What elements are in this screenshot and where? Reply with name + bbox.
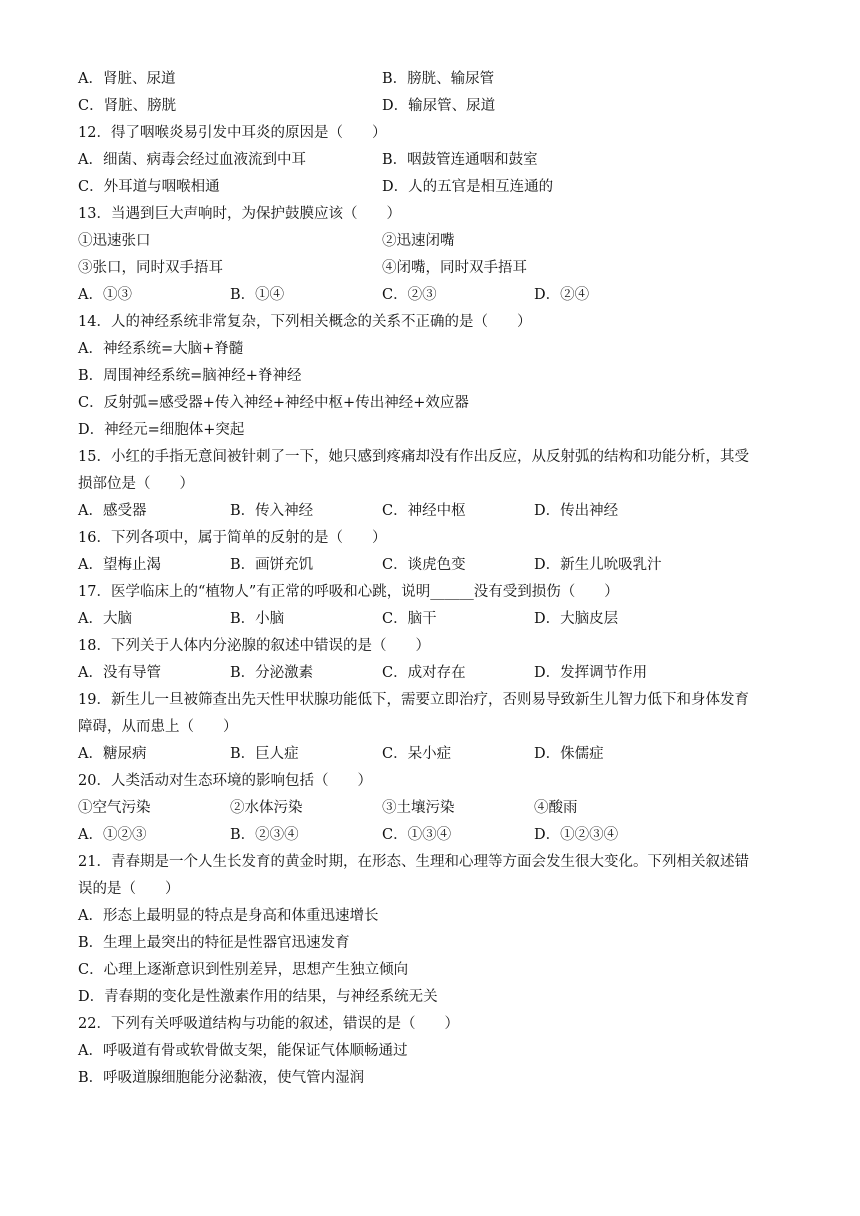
- text-line: B．生理上最突出的特征是性器官迅速发育: [78, 935, 350, 951]
- option-row: [78, 795, 783, 822]
- text-line: B．呼吸道腺细胞能分泌黏液，使气管内湿润: [78, 1070, 365, 1086]
- option-item: ②迅速闭嘴: [382, 233, 455, 249]
- option-row: [78, 66, 783, 93]
- option-item: B．传入神经: [230, 503, 314, 519]
- option-item: B．分泌激素: [230, 665, 314, 681]
- option-item: D．①②③④: [534, 827, 619, 843]
- text-line: B．周围神经系统=脑神经+脊神经: [78, 368, 302, 384]
- option-item: ④酸雨: [534, 800, 578, 816]
- option-item: C．谈虎色变: [382, 557, 466, 573]
- option-row: [78, 660, 783, 687]
- option-row: [78, 498, 783, 525]
- option-item: D．传出神经: [534, 503, 619, 519]
- option-item: B．小脑: [230, 611, 285, 627]
- option-item: B．②③④: [230, 827, 299, 843]
- option-item: A．①③: [78, 287, 132, 303]
- option-item: A．细菌、病毒会经过血液流到中耳: [78, 152, 306, 168]
- text-line: 17．医学临床上的“植物人”有正常的呼吸和心跳，说明______没有受到损伤（ ）: [78, 584, 619, 600]
- question-list: [78, 66, 783, 1092]
- text-line: 损部位是（ ）: [78, 476, 194, 492]
- text-line: 19．新生儿一旦被筛查出先天性甲状腺功能低下，需要立即治疗，否则易导致新生儿智力低下和身体发育: [78, 692, 749, 708]
- text-line: 18．下列关于人体内分泌腺的叙述中错误的是（ ）: [78, 638, 430, 654]
- option-item: ①迅速张口: [78, 233, 151, 249]
- option-item: B．①④: [230, 287, 285, 303]
- option-item: C．呆小症: [382, 746, 452, 762]
- option-item: ③土壤污染: [382, 800, 455, 816]
- option-item: C．脑干: [382, 611, 437, 627]
- option-item: C．肾脏、膀胱: [78, 98, 177, 114]
- text-line: A．呼吸道有骨或软骨做支架，能保证气体顺畅通过: [78, 1043, 408, 1059]
- option-item: A．肾脏、尿道: [78, 71, 176, 87]
- text-line: 障碍，从而患上（ ）: [78, 719, 238, 735]
- option-item: C．①③④: [382, 827, 452, 843]
- option-item: C．外耳道与咽喉相通: [78, 179, 220, 195]
- text-line: D．青春期的变化是性激素作用的结果，与神经系统无关: [78, 989, 438, 1005]
- option-item: C．神经中枢: [382, 503, 466, 519]
- option-item: B．画饼充饥: [230, 557, 314, 573]
- option-row: [78, 174, 783, 201]
- text-line: 20．人类活动对生态环境的影响包括（ ）: [78, 773, 372, 789]
- text-line: 14．人的神经系统非常复杂，下列相关概念的关系不正确的是（ ）: [78, 314, 532, 330]
- option-item: D．新生儿吮吸乳汁: [534, 557, 662, 573]
- text-line: 21．青春期是一个人生长发育的黄金时期，在形态、生理和心理等方面会发生很大变化。下列相关叙述错: [78, 854, 749, 870]
- option-row: [78, 228, 783, 255]
- option-item: D．侏儒症: [534, 746, 604, 762]
- option-item: A．望梅止渴: [78, 557, 161, 573]
- text-line: A．形态上最明显的特点是身高和体重迅速增长: [78, 908, 379, 924]
- text-line: A．神经系统=大脑+脊髓: [78, 341, 244, 357]
- option-item: A．①②③: [78, 827, 147, 843]
- option-item: B．咽鼓管连通咽和鼓室: [382, 152, 538, 168]
- option-item: ④闭嘴，同时双手捂耳: [382, 260, 527, 276]
- option-item: ③张口，同时双手捂耳: [78, 260, 223, 276]
- option-item: C．成对存在: [382, 665, 466, 681]
- option-item: D．输尿管、尿道: [382, 98, 496, 114]
- option-item: B．膀胱、输尿管: [382, 71, 495, 87]
- text-line: 13．当遇到巨大声响时，为保护鼓膜应该（ ）: [78, 206, 401, 222]
- option-row: [78, 282, 783, 309]
- text-line: 12．得了咽喉炎易引发中耳炎的原因是（ ）: [78, 125, 387, 141]
- option-item: D．人的五官是相互连通的: [382, 179, 554, 195]
- option-item: A．感受器: [78, 503, 147, 519]
- option-item: A．没有导管: [78, 665, 161, 681]
- option-item: C．②③: [382, 287, 437, 303]
- option-item: D．②④: [534, 287, 590, 303]
- option-item: B．巨人症: [230, 746, 299, 762]
- option-row: [78, 606, 783, 633]
- option-row: [78, 822, 783, 849]
- text-line: 22．下列有关呼吸道结构与功能的叙述，错误的是（ ）: [78, 1016, 459, 1032]
- option-row: [78, 255, 783, 282]
- option-item: D．发挥调节作用: [534, 665, 648, 681]
- option-item: A．大脑: [78, 611, 132, 627]
- option-item: ②水体污染: [230, 800, 303, 816]
- option-item: ①空气污染: [78, 800, 151, 816]
- text-line: D．神经元=细胞体+突起: [78, 422, 245, 438]
- text-line: C．心理上逐渐意识到性别差异，思想产生独立倾向: [78, 962, 409, 978]
- text-line: 16．下列各项中，属于简单的反射的是（ ）: [78, 530, 387, 546]
- text-line: 15．小红的手指无意间被针刺了一下，她只感到疼痛却没有作出反应，从反射弧的结构和功能分析，其受: [78, 449, 749, 465]
- option-item: A．糖尿病: [78, 746, 147, 762]
- option-row: [78, 741, 783, 768]
- option-row: [78, 93, 783, 120]
- option-item: D．大脑皮层: [534, 611, 619, 627]
- option-row: [78, 552, 783, 579]
- option-row: [78, 147, 783, 174]
- text-line: 误的是（ ）: [78, 881, 180, 897]
- text-line: C．反射弧=感受器+传入神经+神经中枢+传出神经+效应器: [78, 395, 469, 411]
